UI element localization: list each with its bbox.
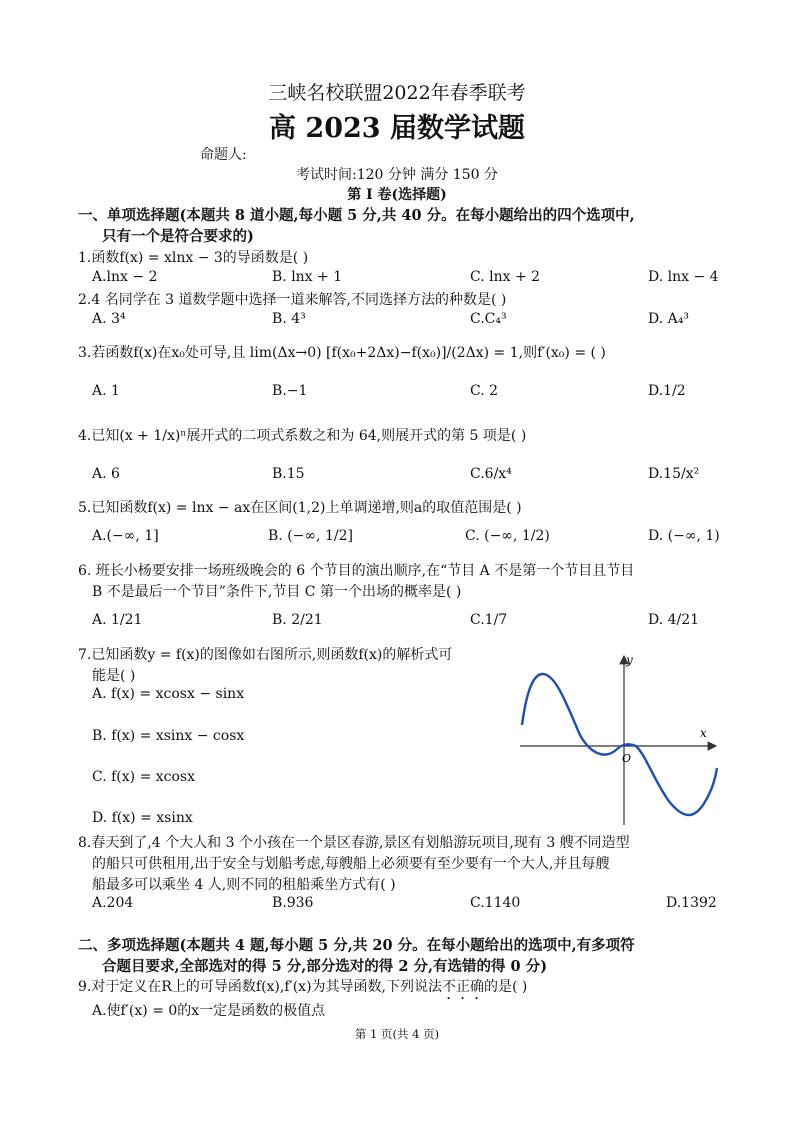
q1-option-b: B. lnx + 1	[272, 269, 343, 285]
q7-option-a: A. f(x) = xcosx − sinx	[92, 686, 245, 702]
q6-option-d: D. 4/21	[648, 612, 700, 628]
q7-option-b: B. f(x) = xsinx − cosx	[92, 728, 245, 744]
q4-option-d: D.15/x²	[648, 466, 700, 482]
q8-option-b: B.936	[272, 895, 314, 911]
q1-stem: 1.函数f(x) = xlnx − 3的导函数是( )	[78, 250, 309, 266]
q2-option-a: A. 3⁴	[92, 311, 126, 327]
q2-option-c: C.C₄³	[470, 311, 507, 327]
q8-option-a: A.204	[92, 895, 134, 911]
q7-stem-cont: 能是( )	[92, 668, 136, 684]
graph-origin-label: O	[622, 752, 632, 765]
q5-option-a: A.(−∞, 1]	[92, 528, 159, 544]
author-label: 命题人:	[200, 147, 247, 163]
q3-stem: 3.若函数f(x)在x₀处可导,且 lim(Δx→0) [f(x₀+2Δx)−f(x₀)]/(2Δx) = 1,则f′(x₀) = ( )	[78, 345, 606, 361]
graph-x-label: x	[700, 726, 707, 740]
q2-stem: 2.4 名同学在 3 道数学题中选择一道来解答,不同选择方法的种数是( )	[78, 292, 507, 308]
page-footer: 第 1 页(共 4 页)	[354, 1027, 440, 1041]
q3-option-b: B.−1	[272, 383, 308, 399]
q1-option-c: C. lnx + 2	[470, 269, 541, 285]
q4-option-c: C.6/x⁴	[470, 466, 512, 482]
q2-option-d: D. A₄³	[648, 311, 689, 327]
q4-option-b: B.15	[272, 466, 305, 482]
q8-stem-cont2: 船最多可以乘坐 4 人,则不同的租船乘坐方式有( )	[92, 877, 396, 893]
exam-info: 考试时间:120 分钟 满分 150 分	[296, 167, 498, 183]
q8-option-c: C.1140	[470, 895, 521, 911]
q9-stem-emphasis: 不正确	[441, 979, 484, 995]
q8-stem: 8.春天到了,4 个大人和 3 个小孩在一个景区春游,景区有划船游玩项目,现有 3 艘不同造型	[78, 835, 630, 851]
q9-option-a: A.使f′(x) = 0的x一定是函数的极值点	[92, 1003, 326, 1019]
q5-stem: 5.已知函数f(x) = lnx − ax在区间(1,2)上单调递增,则a的取值范围是( )	[78, 500, 522, 516]
q8-stem-cont1: 的船只可供租用,出于安全与划船考虑,每艘船上必须要有至少要有一个大人,并且每艘	[92, 856, 610, 872]
q6-option-a: A. 1/21	[92, 612, 143, 628]
q2-option-b: B. 4³	[272, 311, 306, 327]
q9-stem-tail: 的是( )	[483, 979, 528, 995]
exam-title-line1: 三峡名校联盟2022年春季联考	[268, 82, 526, 104]
q1-option-a: A.lnx − 2	[92, 269, 158, 285]
q5-option-b: B. (−∞, 1/2]	[268, 528, 353, 544]
q6-option-c: C.1/7	[470, 612, 508, 628]
section2-heading: 二、多项选择题(本题共 4 题,每小题 5 分,共 20 分。在每小题给出的选项中,有多项符	[78, 937, 635, 954]
q6-stem-cont: B 不是最后一个节目”条件下,节目 C 第一个出场的概率是( )	[92, 584, 462, 600]
section1-heading: 一、单项选择题(本题共 8 道小题,每小题 5 分,共 40 分。在每小题给出的四个选项中,	[78, 207, 635, 224]
volume-title: 第 I 卷(选择题)	[347, 187, 447, 203]
q7-stem: 7.已知函数y = f(x)的图像如右图所示,则函数f(x)的解析式可	[78, 647, 453, 663]
q8-option-d: D.1392	[666, 895, 717, 911]
q9-stem	[78, 976, 527, 1003]
q1-option-d: D. lnx − 4	[648, 269, 719, 285]
q4-stem: 4.已知(x + 1/x)ⁿ展开式的二项式系数之和为 64,则展开式的第 5 项是( )	[78, 428, 527, 444]
q3-option-d: D.1/2	[648, 383, 686, 399]
q7-option-c: C. f(x) = xcosx	[92, 769, 195, 785]
graph-curve	[522, 674, 717, 815]
q7-option-d: D. f(x) = xsinx	[92, 810, 193, 826]
q7-function-graph	[520, 650, 720, 828]
q3-option-c: C. 2	[470, 383, 499, 399]
q4-option-a: A. 6	[92, 466, 120, 482]
q6-stem: 6. 班长小杨要安排一场班级晚会的 6 个节目的演出顺序,在“节目 A 不是第一个节目且节目	[78, 563, 635, 579]
q3-option-a: A. 1	[92, 383, 120, 399]
section1-heading-cont: 只有一个是符合要求的)	[102, 228, 254, 245]
q9-stem-text: 9.对于定义在R上的可导函数f(x),f′(x)为其导函数,下列说法	[78, 979, 442, 995]
exam-title-line2: 高 2023 届数学试题	[269, 113, 525, 144]
graph-y-label: y	[626, 653, 633, 667]
section2-heading-cont: 合题目要求,全部选对的得 5 分,部分选对的得 2 分,有选错的得 0 分)	[102, 958, 548, 975]
q5-option-d: D. (−∞, 1)	[648, 528, 720, 544]
q6-option-b: B. 2/21	[272, 612, 323, 628]
q5-option-c: C. (−∞, 1/2)	[465, 528, 550, 544]
